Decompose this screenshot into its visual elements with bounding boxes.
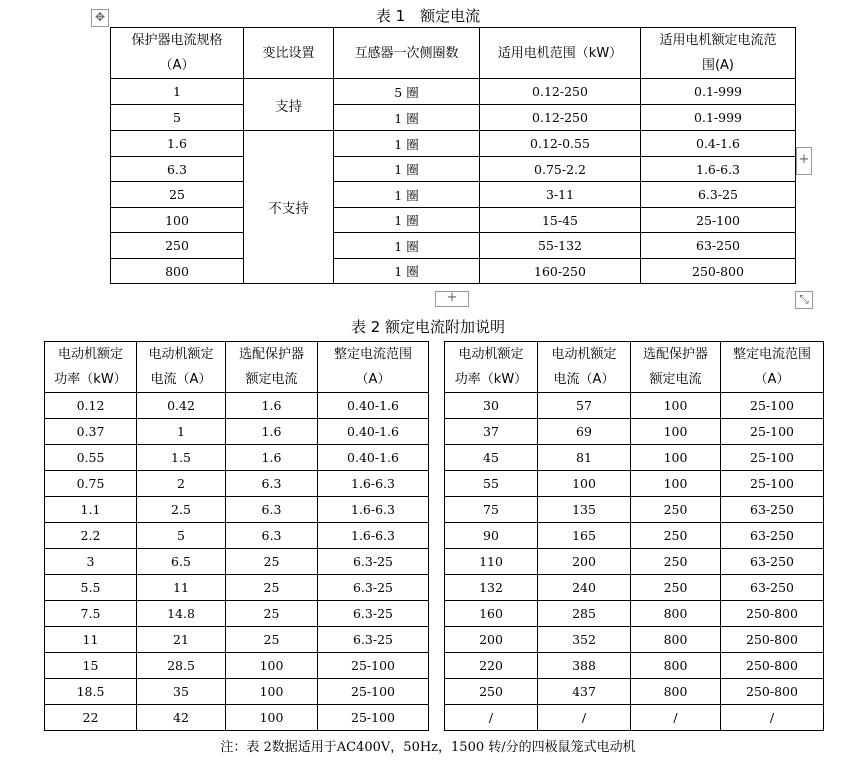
- table-move-handle-icon[interactable]: ✥: [91, 9, 109, 27]
- table2-header-line: （A）: [355, 372, 391, 387]
- setting-range-cell: 6.3-25: [318, 575, 429, 601]
- motor-power-cell: 0.75: [45, 471, 137, 497]
- motor-current-cell: 285: [538, 601, 631, 627]
- turns-cell: 1 圈: [334, 105, 480, 131]
- current-range-cell: 0.1-999: [641, 105, 796, 131]
- table2-header-line: 电动机额定: [148, 347, 214, 362]
- setting-range-cell: 25-100: [721, 393, 824, 419]
- table-resize-handle-icon[interactable]: ⤡: [795, 291, 813, 309]
- motor-current-cell: 69: [538, 419, 631, 445]
- turns-cell: 1 圈: [334, 157, 480, 182]
- table1-header-line: 适用电机范围（kW）: [497, 45, 623, 61]
- protector-rating-cell: 25: [226, 627, 318, 653]
- table2-header-cell: [45, 342, 137, 393]
- table2-header-line: 电动机额定: [551, 347, 617, 362]
- setting-range-cell: 250-800: [721, 627, 824, 653]
- table1-header-line: （A）: [159, 58, 195, 73]
- table2-header-line: 选配保护器: [238, 347, 304, 362]
- table2: [44, 341, 824, 731]
- table2-header-line: 额定电流: [649, 372, 702, 387]
- motor-current-cell: 2.5: [137, 497, 226, 523]
- current-range-cell: 250-800: [641, 259, 796, 284]
- table1-header-line: 保护器电流规格: [131, 33, 223, 48]
- power-range-cell: 55-132: [480, 233, 641, 259]
- spec-cell: 800: [111, 259, 244, 284]
- spec-cell: 250: [111, 233, 244, 259]
- table1-header-line: 适用电机额定电流范: [659, 33, 777, 48]
- motor-power-cell: 0.55: [45, 445, 137, 471]
- motor-power-cell: /: [445, 705, 538, 731]
- motor-current-cell: 6.5: [137, 549, 226, 575]
- table2-header-cell: [631, 342, 721, 393]
- motor-current-cell: 388: [538, 653, 631, 679]
- motor-current-cell: 42: [137, 705, 226, 731]
- setting-range-cell: 0.40-1.6: [318, 445, 429, 471]
- current-range-cell: 0.1-999: [641, 79, 796, 105]
- turns-cell: 1 圈: [334, 259, 480, 284]
- power-range-cell: 0.12-0.55: [480, 131, 641, 157]
- protector-rating-cell: 6.3: [226, 497, 318, 523]
- table-row: [111, 105, 796, 131]
- motor-current-cell: /: [538, 705, 631, 731]
- power-range-cell: 160-250: [480, 259, 641, 284]
- setting-range-cell: 63-250: [721, 497, 824, 523]
- table-row: [111, 79, 796, 105]
- table2-header-line: 电流（A）: [553, 372, 615, 387]
- setting-range-cell: 25-100: [721, 445, 824, 471]
- power-range-cell: 0.75-2.2: [480, 157, 641, 182]
- motor-power-cell: 55: [445, 471, 538, 497]
- motor-current-cell: 1: [137, 419, 226, 445]
- motor-current-cell: 21: [137, 627, 226, 653]
- table1: [110, 27, 796, 284]
- motor-power-cell: 1.1: [45, 497, 137, 523]
- table1-header-cell: [334, 28, 480, 79]
- table1-header-cell: [244, 28, 334, 79]
- setting-range-cell: 1.6-6.3: [318, 497, 429, 523]
- protector-rating-cell: 1.6: [226, 419, 318, 445]
- table2-header-cell: [445, 342, 538, 393]
- motor-current-cell: 135: [538, 497, 631, 523]
- turns-cell: 1 圈: [334, 233, 480, 259]
- setting-range-cell: /: [721, 705, 824, 731]
- table1-header-cell: [641, 28, 796, 79]
- motor-current-cell: 0.42: [137, 393, 226, 419]
- turns-cell: 5 圈: [334, 79, 480, 105]
- table2-header-line: 功率（kW）: [54, 372, 127, 387]
- table2-header-cell: [721, 342, 824, 393]
- ratio-supported-cell: 支持: [244, 79, 334, 131]
- table2-header-row: [45, 342, 824, 393]
- motor-power-cell: 250: [445, 679, 538, 705]
- current-range-cell: 0.4-1.6: [641, 131, 796, 157]
- setting-range-cell: 1.6-6.3: [318, 523, 429, 549]
- setting-range-cell: 6.3-25: [318, 627, 429, 653]
- table2-header-line: 电动机额定: [57, 347, 123, 362]
- motor-power-cell: 0.37: [45, 419, 137, 445]
- spec-cell: 25: [111, 182, 244, 208]
- protector-rating-cell: 250: [631, 549, 721, 575]
- table1-header-line: 变比设置: [262, 45, 315, 61]
- table2-note: 注：表 2数据适用于AC400V，50Hz，1500 转/分的四极鼠笼式电动机: [220, 740, 636, 755]
- motor-current-cell: 2: [137, 471, 226, 497]
- protector-rating-cell: 100: [226, 705, 318, 731]
- spec-cell: 100: [111, 208, 244, 233]
- motor-power-cell: 7.5: [45, 601, 137, 627]
- setting-range-cell: 63-250: [721, 549, 824, 575]
- motor-current-cell: 165: [538, 523, 631, 549]
- motor-current-cell: 240: [538, 575, 631, 601]
- table2-gap-cell: [429, 342, 445, 731]
- table2-header-cell: [137, 342, 226, 393]
- protector-rating-cell: 250: [631, 497, 721, 523]
- protector-rating-cell: 25: [226, 575, 318, 601]
- protector-rating-cell: 800: [631, 601, 721, 627]
- setting-range-cell: 1.6-6.3: [318, 471, 429, 497]
- motor-power-cell: 220: [445, 653, 538, 679]
- spec-cell: 1.6: [111, 131, 244, 157]
- table2-header-line: 选配保护器: [642, 347, 708, 362]
- table-row: [111, 208, 796, 233]
- table-row: [111, 259, 796, 284]
- motor-current-cell: 81: [538, 445, 631, 471]
- motor-current-cell: 352: [538, 627, 631, 653]
- turns-cell: 1 圈: [334, 208, 480, 233]
- motor-power-cell: 45: [445, 445, 538, 471]
- setting-range-cell: 25-100: [721, 419, 824, 445]
- protector-rating-cell: 100: [631, 445, 721, 471]
- motor-power-cell: 37: [445, 419, 538, 445]
- setting-range-cell: 6.3-25: [318, 549, 429, 575]
- motor-power-cell: 90: [445, 523, 538, 549]
- turns-cell: 1 圈: [334, 182, 480, 208]
- spec-cell: 1: [111, 79, 244, 105]
- motor-power-cell: 132: [445, 575, 538, 601]
- protector-rating-cell: 1.6: [226, 393, 318, 419]
- motor-power-cell: 18.5: [45, 679, 137, 705]
- table2-header-cell: [318, 342, 429, 393]
- protector-rating-cell: 25: [226, 601, 318, 627]
- motor-power-cell: 75: [445, 497, 538, 523]
- table1-caption: 表 1 额定电流: [375, 7, 481, 25]
- protector-rating-cell: 800: [631, 627, 721, 653]
- motor-current-cell: 100: [538, 471, 631, 497]
- motor-current-cell: 5: [137, 523, 226, 549]
- spec-cell: 6.3: [111, 157, 244, 182]
- motor-power-cell: 110: [445, 549, 538, 575]
- setting-range-cell: 25-100: [318, 705, 429, 731]
- motor-power-cell: 11: [45, 627, 137, 653]
- setting-range-cell: 25-100: [318, 679, 429, 705]
- motor-current-cell: 35: [137, 679, 226, 705]
- protector-rating-cell: 800: [631, 653, 721, 679]
- table2-header-cell: [538, 342, 631, 393]
- motor-power-cell: 3: [45, 549, 137, 575]
- spec-cell: 5: [111, 105, 244, 131]
- table2-header-line: 整定电流范围: [732, 347, 811, 362]
- power-range-cell: 0.12-250: [480, 79, 641, 105]
- setting-range-cell: 25-100: [318, 653, 429, 679]
- protector-rating-cell: 800: [631, 679, 721, 705]
- table2-header-line: 额定电流: [245, 372, 298, 387]
- motor-current-cell: 28.5: [137, 653, 226, 679]
- motor-current-cell: 437: [538, 679, 631, 705]
- protector-rating-cell: 100: [226, 653, 318, 679]
- protector-rating-cell: /: [631, 705, 721, 731]
- setting-range-cell: 250-800: [721, 601, 824, 627]
- protector-rating-cell: 100: [631, 393, 721, 419]
- current-range-cell: 1.6-6.3: [641, 157, 796, 182]
- setting-range-cell: 25-100: [721, 471, 824, 497]
- setting-range-cell: 250-800: [721, 653, 824, 679]
- table2-header-line: 电流（A）: [150, 372, 212, 387]
- motor-power-cell: 22: [45, 705, 137, 731]
- power-range-cell: 3-11: [480, 182, 641, 208]
- table1-header-line: 互感器一次侧圈数: [354, 45, 459, 61]
- setting-range-cell: 63-250: [721, 523, 824, 549]
- protector-rating-cell: 6.3: [226, 471, 318, 497]
- protector-rating-cell: 6.3: [226, 523, 318, 549]
- table1-header-cell: [111, 28, 244, 79]
- table-row: [111, 182, 796, 208]
- power-range-cell: 15-45: [480, 208, 641, 233]
- motor-power-cell: 15: [45, 653, 137, 679]
- setting-range-cell: 250-800: [721, 679, 824, 705]
- protector-rating-cell: 250: [631, 523, 721, 549]
- motor-power-cell: 2.2: [45, 523, 137, 549]
- current-range-cell: 63-250: [641, 233, 796, 259]
- table2-header-cell: [226, 342, 318, 393]
- current-range-cell: 6.3-25: [641, 182, 796, 208]
- table2-header-line: 电动机额定: [458, 347, 524, 362]
- motor-current-cell: 200: [538, 549, 631, 575]
- table1-header-cell: [480, 28, 641, 79]
- power-range-cell: 0.12-250: [480, 105, 641, 131]
- table2-header-line: （A）: [754, 372, 790, 387]
- motor-power-cell: 5.5: [45, 575, 137, 601]
- setting-range-cell: 6.3-25: [318, 601, 429, 627]
- add-column-button[interactable]: +: [796, 147, 812, 175]
- setting-range-cell: 0.40-1.6: [318, 419, 429, 445]
- motor-current-cell: 14.8: [137, 601, 226, 627]
- protector-rating-cell: 25: [226, 549, 318, 575]
- table2-header-line: 功率（kW）: [454, 372, 528, 387]
- ratio-unsupported-cell: 不支持: [244, 131, 334, 284]
- table2-header-line: 整定电流范围: [333, 347, 412, 362]
- table-row: [111, 233, 796, 259]
- motor-power-cell: 30: [445, 393, 538, 419]
- motor-current-cell: 57: [538, 393, 631, 419]
- protector-rating-cell: 100: [226, 679, 318, 705]
- protector-rating-cell: 100: [631, 419, 721, 445]
- motor-current-cell: 11: [137, 575, 226, 601]
- protector-rating-cell: 1.6: [226, 445, 318, 471]
- turns-cell: 1 圈: [334, 131, 480, 157]
- motor-current-cell: 1.5: [137, 445, 226, 471]
- motor-power-cell: 0.12: [45, 393, 137, 419]
- table-row: [111, 131, 796, 157]
- table-row: [111, 157, 796, 182]
- current-range-cell: 25-100: [641, 208, 796, 233]
- protector-rating-cell: 100: [631, 471, 721, 497]
- add-row-button[interactable]: +: [435, 291, 469, 307]
- table1-header-line: 围(A): [701, 58, 735, 73]
- motor-power-cell: 160: [445, 601, 538, 627]
- setting-range-cell: 63-250: [721, 575, 824, 601]
- table2-caption: 表 2 额定电流附加说明: [350, 318, 506, 336]
- setting-range-cell: 0.40-1.6: [318, 393, 429, 419]
- motor-power-cell: 200: [445, 627, 538, 653]
- protector-rating-cell: 250: [631, 575, 721, 601]
- table1-header-row: [111, 28, 796, 79]
